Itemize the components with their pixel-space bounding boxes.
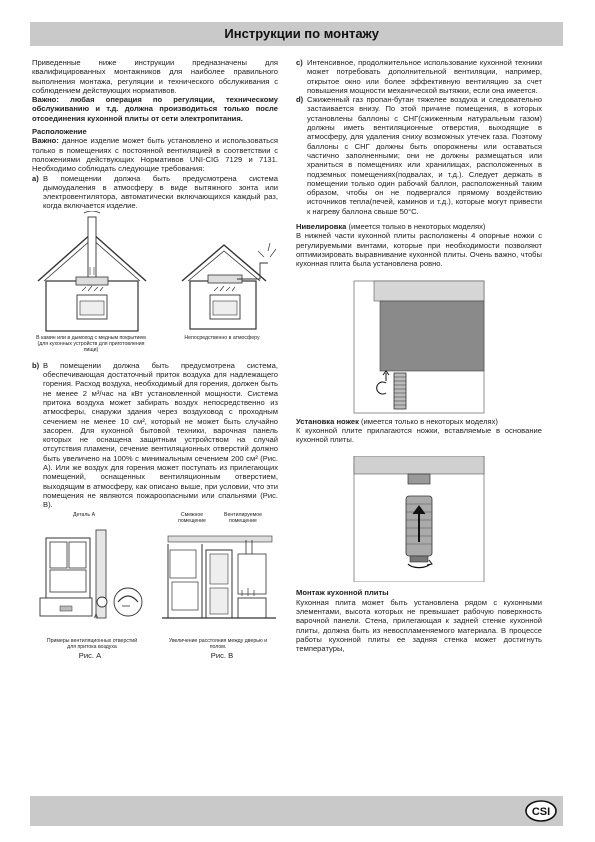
- location-heading: Расположение: [32, 127, 87, 137]
- leveling-figure: [296, 269, 542, 417]
- left-column: [32, 58, 278, 662]
- ventilation-figures: [32, 512, 278, 662]
- feet-heading: [296, 417, 542, 426]
- intro-paragraph: Приведенные ниже инструкции предназначены для квалифицированных монтажников для наиболее правильного выполнения монтажа, регуляции и технического обслуживания с соблюдением действующих нормативов.: [32, 58, 278, 95]
- list-item-b: [32, 361, 278, 510]
- feet-figure: [296, 456, 542, 582]
- leveling-heading-title: Нивелировка: [296, 222, 347, 232]
- list-text-d: Сжиженный газ пропан-бутан тяжелее воздуха и следовательно застаивается внизу. По этой причине помещения, в которых установлены баллоны с СНГ(сжиженным натуральным газом) должны иметь вентиляционные отверстия, выходящие в атмосферу, для удаления сниху возможных утечек газа. Поэтому баллоны с СНГ должны быть опорожнены или оставаться частично заполненными; они не должны размещаться или храниться в помещениях или хранилищах, расположенных в подземных помещениях(подвалах, и т.д.). Следует держать в помещении только один рабочий баллон, расположенный таким образом, чтобы он не подвергался прямому воздействию источников тепла(печей, каминов и т.д.), которые могут привести к нагреву баллона свыше 50°С.: [307, 95, 542, 216]
- list-text-a: В помещении должна быть предусмотрена система дымоудаления в атмосферу в виде вытяжного зонта или электровентилятора, автоматически включающихся каждый раз, когда включается изделие.: [43, 173, 278, 211]
- fig-a-letter: A: [94, 613, 99, 620]
- leveling-heading-note: (имеется только в некоторых моделях): [346, 222, 486, 232]
- detail-a-label: Деталь А: [72, 511, 96, 518]
- mount-text: Кухонная плита может быть установлена рядом с кухонными элементами, высота которых не превышает рабочую поверхность варочной панели. Стена, прилегающая к задней стенке кухонной плиты, должна быть из невоспламеняемого материала. В процессе работы кухонной плиты ее задняя стенка может достигнуть температуры,: [296, 597, 542, 654]
- location-important-label: Важно:: [32, 136, 59, 146]
- list-text-c: Интенсивное, продолжительное использование кухонной техники может потребовать дополнительной вентиляции, например, открытое окно или более эффективную вентиляцию за счет повышения мощности механической вытяжки, если она имеется.: [307, 58, 542, 95]
- fig-a-label: Рис. А: [78, 650, 102, 660]
- location-paragraph: [32, 136, 278, 173]
- fig-b-label: Рис. В: [210, 650, 234, 660]
- list-item-a: [32, 174, 278, 211]
- list-text-b: В помещении должна быть предусмотрена система, обеспечивающая достаточный приток воздуха для надлежащего горения. Расход воздуха, необходимый для горения, должен быть не менее 2 м³/час на кВт установленной мощности. Система притока воздуха может забирать воздух непосредственно из атмосферы, снаружи здания через воздуховод с проходным сечением не менее 10 см², который не может быть случайно засорен. Для кухонной бытовой техники, варочная панель которых не оснащена защитным устройством на случай отсутствия пламени, сечение вентиляционных отверстий должно быть увеличено на 100% с минимальным сечением 200 см² (Рис. А). Или же воздух для горения может поступать из прилегающих помещений, оснащенных вентиляционным отверстием, выходящим в атмосферу, как описано выше, при условии, что эти помещения не являются пожароопасными или спальнями (Рис. В).: [43, 360, 278, 510]
- page-footer: [30, 796, 563, 826]
- list-key-a: a): [32, 173, 39, 183]
- list-item-c: [296, 58, 542, 95]
- fig-a-caption: Примеры вентиляционных отверстий для притока воздуха: [46, 637, 138, 650]
- location-text: данное изделие может быть установлено и использоваться только в помещениях с постоянной вентиляцией в соответствии с положениями действующих Нормативов UNI-CIG 7129 и 7131. Необходимо соблюдать следующие требования:: [32, 136, 278, 174]
- important-note: Важно: любая операция по регуляции, техническому обслуживанию и т.д. должна производиться только после отсоединения кухонной плиты от сети электропитания.: [32, 95, 278, 123]
- list-key-b: b): [32, 360, 40, 370]
- feet-text: К кухонной плите прилагаются ножки, вставляемые в основание кухонной плиты.: [296, 425, 542, 445]
- feet-drawing: [296, 456, 542, 582]
- csi-logo: [525, 800, 557, 822]
- leveling-text: В нижней части кухонной плиты расположены 4 опорные ножки с регулируемыми винтами, которые при необходимости позволяют оптимизировать выравнивание кухонной плиты. Очень важно, чтобы кухонная плита была установлена ровно.: [296, 231, 542, 269]
- feet-heading-note: (имеется только в некоторых моделях): [358, 416, 498, 426]
- ventilation-drawing: [32, 526, 278, 636]
- list-key-d: d): [296, 95, 304, 105]
- page-header: [30, 22, 563, 46]
- csi-logo-text: CSI: [531, 806, 551, 818]
- list-key-c: c): [296, 58, 303, 67]
- feet-heading-title: Установка ножек: [296, 416, 359, 426]
- right-column: [296, 58, 542, 654]
- chimney-illustration: [32, 211, 278, 361]
- list-item-d: [296, 95, 542, 216]
- leveling-heading: [296, 222, 542, 231]
- adjacent-room-label: Смежное помещение: [178, 511, 206, 524]
- leveling-drawing: [296, 269, 542, 417]
- mount-heading: Монтаж кухонной плиты: [296, 588, 389, 598]
- caption-chimney: В камин или в дымоход с медным покрытием (для кухонных устройств для приготовления пищи): [36, 334, 146, 354]
- ventilated-room-label: Вентилируемое помещение: [224, 511, 262, 524]
- caption-atmosphere: Непосредственно в атмосферу: [184, 334, 260, 341]
- houses-drawing: [32, 211, 278, 335]
- fig-b-caption: Увеличение расстояния между дверью и полом.: [168, 637, 268, 650]
- page-title: Инструкции по монтажу: [224, 26, 379, 41]
